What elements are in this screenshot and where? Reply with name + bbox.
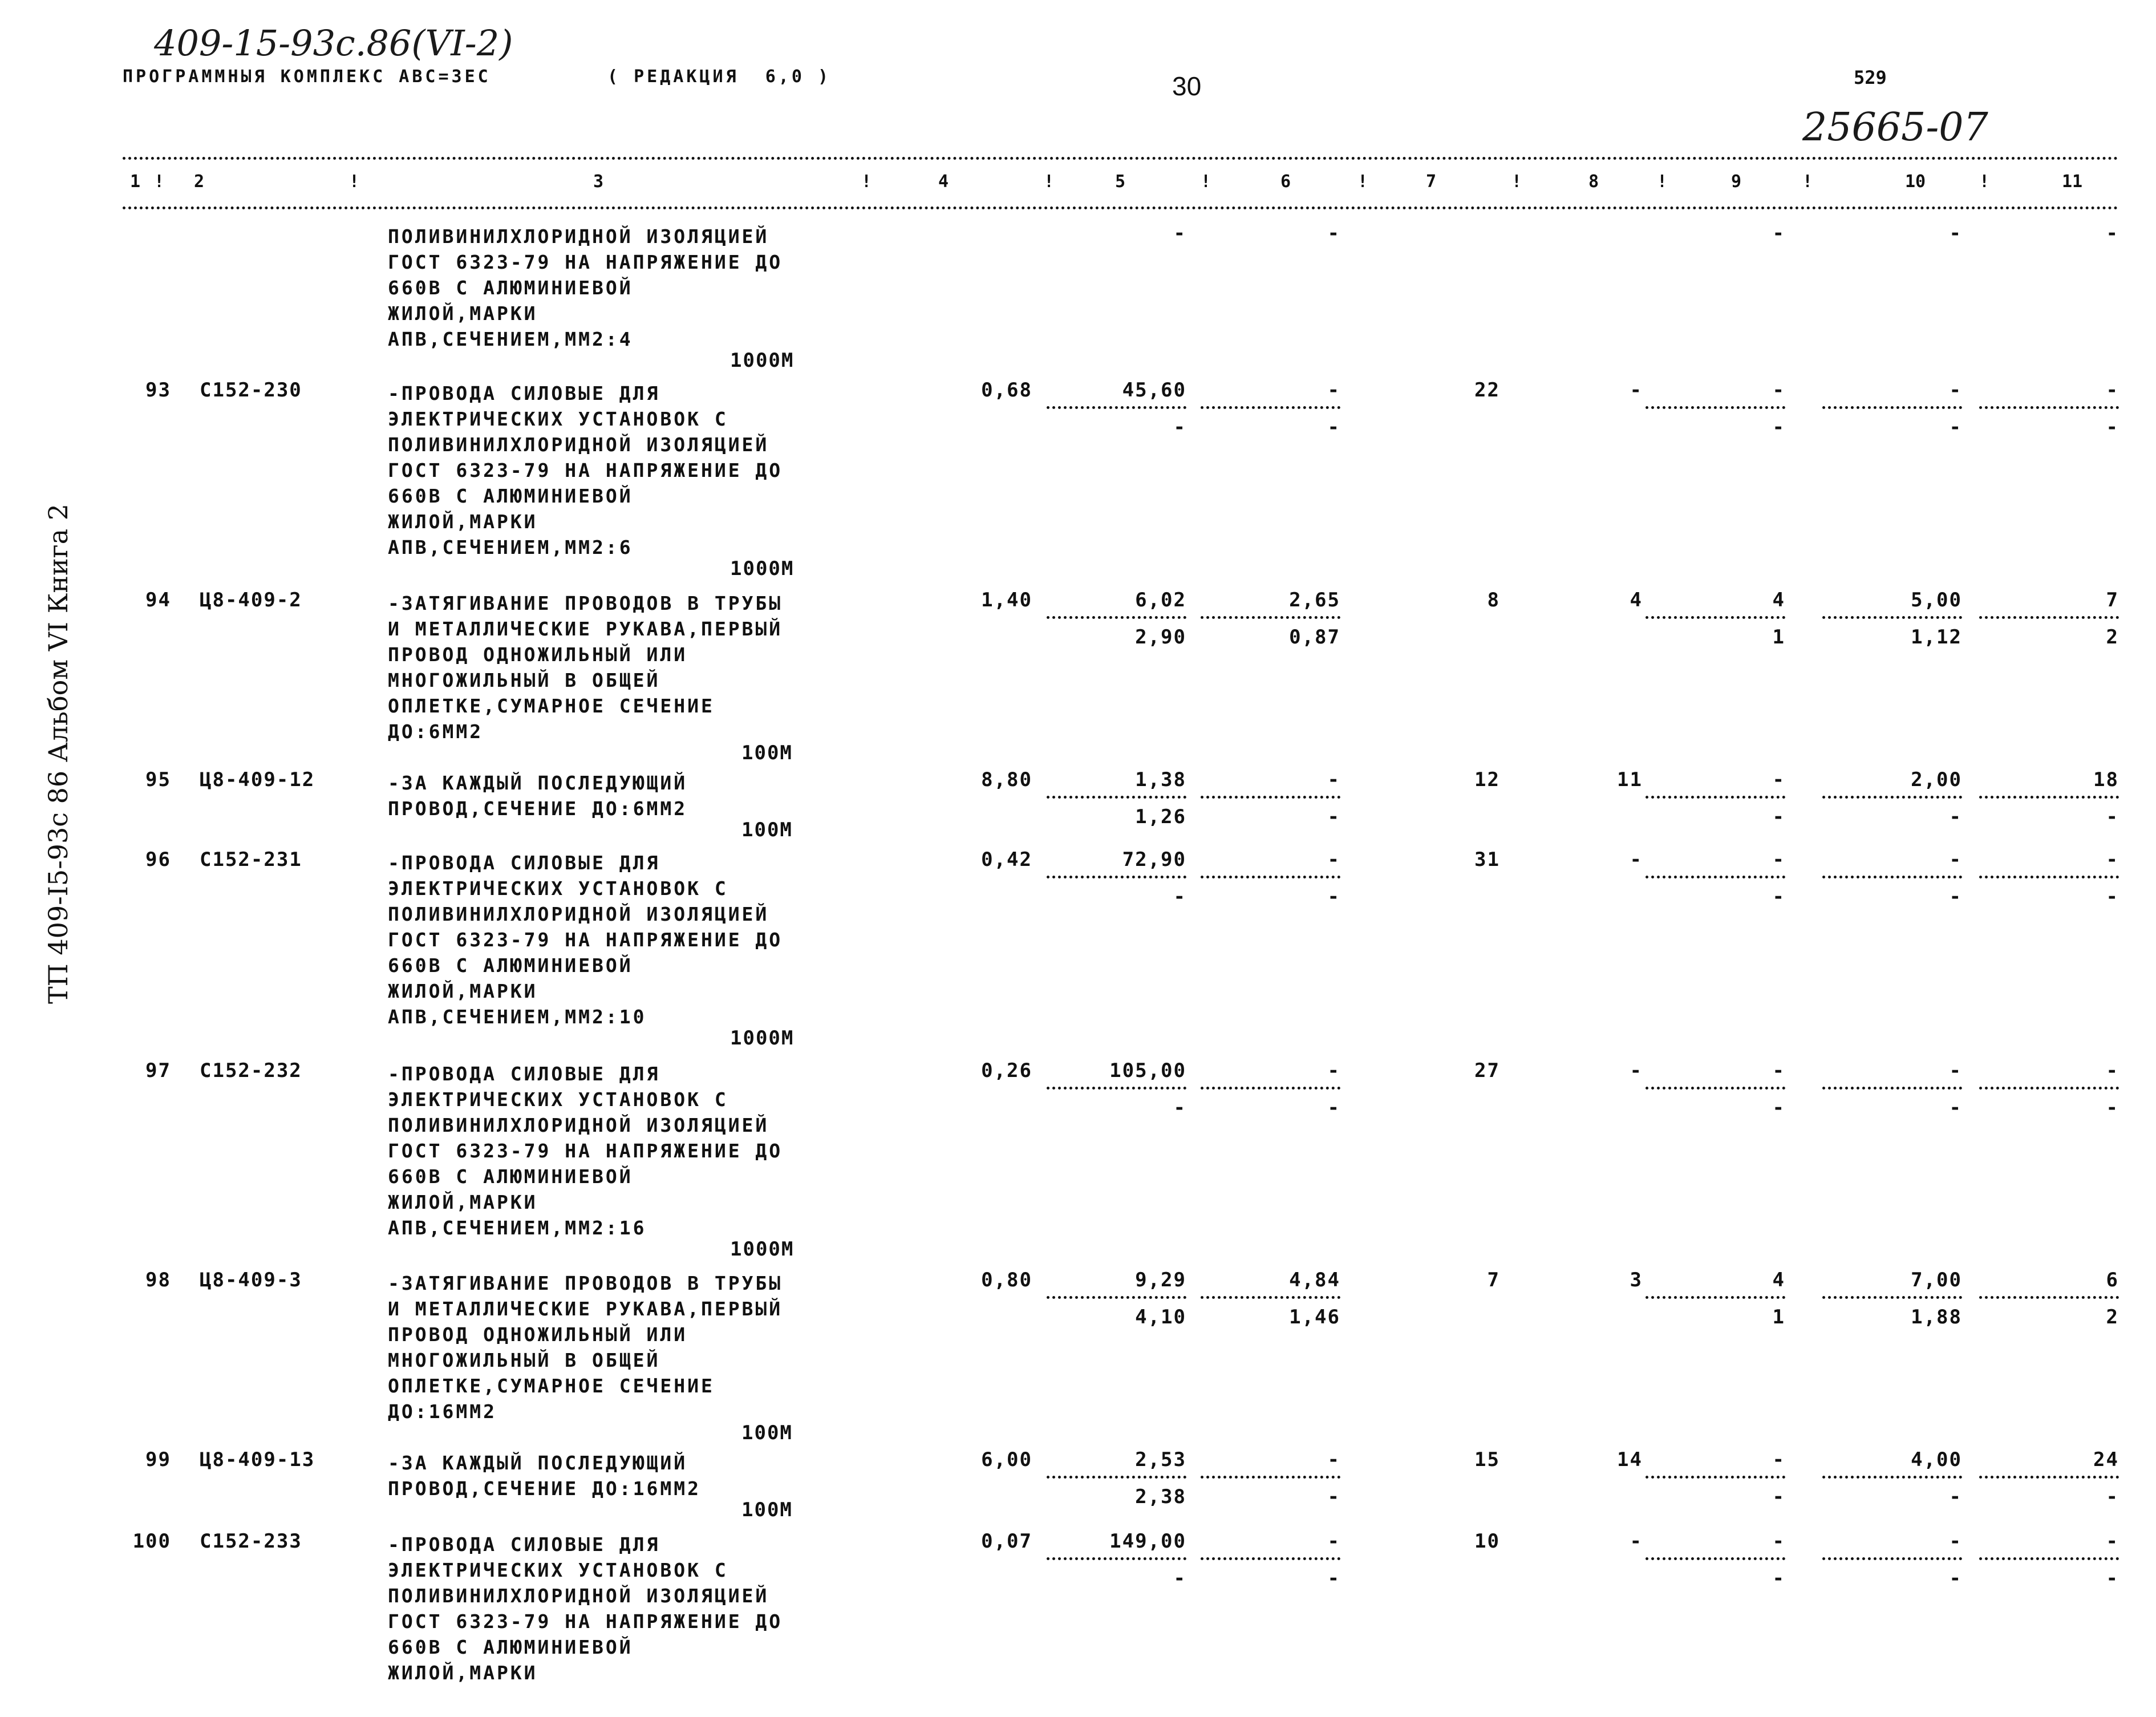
unit-label: 100М	[741, 1422, 793, 1444]
description-line: АПВ,СЕЧЕНИЕМ,ММ2:10	[388, 1006, 647, 1028]
column-header-4: 4	[938, 172, 949, 192]
value-c5-second: 2,90	[1135, 626, 1186, 649]
cell-divider	[1201, 1087, 1340, 1090]
right-number: 529	[1854, 67, 1887, 88]
value-c5-second: -	[1173, 1096, 1186, 1119]
cell-divider	[1979, 1557, 2119, 1560]
description-line: -ПРОВОДА СИЛОВЫЕ ДЛЯ	[388, 382, 660, 404]
cell-divider	[1047, 1476, 1186, 1479]
cell-divider	[1201, 796, 1340, 799]
description-line: ЖИЛОЙ,МАРКИ	[388, 1191, 538, 1213]
description-line: ДО:16ММ2	[388, 1400, 497, 1423]
cell-divider	[1822, 1476, 1962, 1479]
description-line: ГОСТ 6323-79 НА НАПРЯЖЕНИЕ ДО	[388, 1140, 783, 1162]
value-c10: -	[1949, 222, 1962, 245]
value-c5-second: 1,26	[1135, 805, 1186, 828]
value-c11: 18	[2093, 768, 2119, 791]
value-c5: 105,00	[1109, 1059, 1186, 1082]
value-c4: 1,40	[981, 589, 1032, 612]
header-bottom-rule	[123, 206, 2119, 209]
unit-label: 1000М	[730, 1238, 795, 1261]
row-description	[388, 1532, 783, 1686]
value-c9: 4	[1772, 589, 1785, 612]
cell-divider	[1047, 876, 1186, 878]
row-code: С152-231	[200, 848, 302, 871]
unit-label: 100М	[741, 819, 793, 841]
value-c10: 4,00	[1911, 1448, 1962, 1471]
value-c11: -	[2106, 1059, 2119, 1082]
value-c6: -	[1327, 1059, 1340, 1082]
cell-divider	[1646, 796, 1785, 799]
value-c11-second: -	[2106, 1567, 2119, 1590]
value-c11: -	[2106, 1530, 2119, 1553]
description-line: 660В С АЛЮМИНИЕВОЙ	[388, 485, 633, 507]
value-c9: -	[1772, 768, 1785, 791]
value-c10-second: -	[1949, 885, 1962, 908]
value-c6: 2,65	[1289, 589, 1340, 612]
value-c6: -	[1327, 1448, 1340, 1471]
value-c10: -	[1949, 379, 1962, 402]
description-line: АПВ,СЕЧЕНИЕМ,ММ2:4	[388, 328, 633, 350]
cell-divider	[1979, 616, 2119, 619]
value-c9: -	[1772, 379, 1785, 402]
description-line: ОПЛЕТКЕ,СУМАРНОЕ СЕЧЕНИЕ	[388, 1375, 715, 1397]
value-c10: -	[1949, 1059, 1962, 1082]
value-c5-second: 2,38	[1135, 1485, 1186, 1508]
value-c4: 6,00	[981, 1448, 1032, 1471]
value-c5: 45,60	[1122, 379, 1186, 402]
value-c9-second: -	[1772, 416, 1785, 439]
value-c6: -	[1327, 1530, 1340, 1553]
cell-divider	[1979, 1296, 2119, 1299]
value-c4: 0,80	[981, 1269, 1032, 1291]
value-c9: -	[1772, 1530, 1785, 1553]
row-number: 98	[145, 1269, 171, 1291]
column-header-6: 6	[1280, 172, 1291, 192]
value-c11: 24	[2093, 1448, 2119, 1471]
value-c5-second: -	[1173, 416, 1186, 439]
cell-divider	[1822, 1296, 1962, 1299]
description-line: 660В С АЛЮМИНИЕВОЙ	[388, 277, 633, 299]
description-line: ГОСТ 6323-79 НА НАПРЯЖЕНИЕ ДО	[388, 1610, 783, 1633]
value-c5: 2,53	[1135, 1448, 1186, 1471]
unit-label: 100М	[741, 742, 793, 764]
cell-divider	[1047, 406, 1186, 409]
value-c4: 0,68	[981, 379, 1032, 402]
value-c10-second: -	[1949, 1567, 1962, 1590]
row-description	[388, 770, 687, 821]
value-c10: 5,00	[1911, 589, 1962, 612]
value-c11-second: 2	[2106, 626, 2119, 649]
value-c5: 9,29	[1135, 1269, 1186, 1291]
value-c5: 72,90	[1122, 848, 1186, 871]
value-c5-second: -	[1173, 885, 1186, 908]
column-separator: !	[1511, 172, 1522, 192]
value-c9: -	[1772, 848, 1785, 871]
description-line: И МЕТАЛЛИЧЕСКИЕ РУКАВА,ПЕРВЫЙ	[388, 618, 783, 640]
value-c6: -	[1327, 768, 1340, 791]
description-line: ПРОВОД,СЕЧЕНИЕ ДО:16ММ2	[388, 1477, 701, 1500]
description-line: ЖИЛОЙ,МАРКИ	[388, 980, 538, 1002]
value-c11: -	[2106, 222, 2119, 245]
column-separator: !	[1979, 172, 1990, 192]
value-c11-second: -	[2106, 416, 2119, 439]
value-c11: -	[2106, 848, 2119, 871]
row-number: 99	[145, 1448, 171, 1471]
description-line: ПОЛИВИНИЛХЛОРИДНОЙ ИЗОЛЯЦИЕЙ	[388, 1585, 769, 1607]
value-c10-second: 1,88	[1911, 1306, 1962, 1329]
value-c9: -	[1772, 1448, 1785, 1471]
row-description	[388, 850, 783, 1030]
description-line: ГОСТ 6323-79 НА НАПРЯЖЕНИЕ ДО	[388, 251, 783, 273]
cell-divider	[1822, 796, 1962, 799]
value-c10-second: -	[1949, 805, 1962, 828]
description-line: -ПРОВОДА СИЛОВЫЕ ДЛЯ	[388, 852, 660, 874]
value-c10-second: -	[1949, 1485, 1962, 1508]
value-c6: -	[1327, 222, 1340, 245]
description-line: ПРОВОД ОДНОЖИЛЬНЫЙ ИЛИ	[388, 643, 688, 666]
cell-divider	[1646, 1296, 1785, 1299]
value-c6-second: -	[1327, 1567, 1340, 1590]
value-c7: 10	[1474, 1530, 1500, 1553]
description-line: -ПРОВОДА СИЛОВЫЕ ДЛЯ	[388, 1063, 660, 1085]
value-c5-second: 4,10	[1135, 1306, 1186, 1329]
value-c6-second: 0,87	[1289, 626, 1340, 649]
value-c10: -	[1949, 1530, 1962, 1553]
description-line: -ЗАТЯГИВАНИЕ ПРОВОДОВ В ТРУБЫ	[388, 592, 783, 614]
cell-divider	[1646, 616, 1785, 619]
value-c4: 8,80	[981, 768, 1032, 791]
value-c9: 4	[1772, 1269, 1785, 1291]
page-number: 30	[1172, 71, 1202, 101]
row-code: С152-233	[200, 1530, 302, 1553]
continuation-description	[388, 224, 783, 352]
value-c11-second: -	[2106, 1096, 2119, 1119]
value-c11: 6	[2106, 1269, 2119, 1291]
row-number: 96	[145, 848, 171, 871]
description-line: 660В С АЛЮМИНИЕВОЙ	[388, 1165, 633, 1188]
program-title: ПРОГРАММНЫЯ КОМПЛЕКС АВС=3ЕС	[123, 67, 491, 87]
header-top-rule	[123, 157, 2119, 160]
value-c6-second: -	[1327, 805, 1340, 828]
edition-label: ( РЕДАКЦИЯ 6,0 )	[607, 67, 832, 87]
value-c11-second: -	[2106, 1485, 2119, 1508]
value-c7: 12	[1474, 768, 1500, 791]
description-line: АПВ,СЕЧЕНИЕМ,ММ2:16	[388, 1217, 647, 1239]
value-c7: 15	[1474, 1448, 1500, 1471]
unit-label: 100М	[741, 1499, 793, 1521]
column-separator: !	[1357, 172, 1368, 192]
cell-divider	[1822, 1087, 1962, 1090]
row-number: 95	[145, 768, 171, 791]
column-separator: !	[349, 172, 360, 192]
value-c9-second: 1	[1772, 626, 1785, 649]
cell-divider	[1201, 1557, 1340, 1560]
description-line: -ЗАТЯГИВАНИЕ ПРОВОДОВ В ТРУБЫ	[388, 1272, 783, 1294]
cell-divider	[1047, 616, 1186, 619]
description-line: МНОГОЖИЛЬНЫЙ В ОБЩЕЙ	[388, 669, 660, 691]
column-header-9: 9	[1731, 172, 1742, 192]
cell-divider	[1646, 406, 1785, 409]
column-header-11: 11	[2062, 172, 2083, 192]
value-c5: 149,00	[1109, 1530, 1186, 1553]
value-c6: -	[1327, 848, 1340, 871]
cell-divider	[1201, 406, 1340, 409]
value-c8: -	[1630, 848, 1643, 871]
column-separator: !	[1201, 172, 1211, 192]
description-line: ЭЛЕКТРИЧЕСКИХ УСТАНОВОК С	[388, 408, 728, 430]
cell-divider	[1201, 1296, 1340, 1299]
column-header-2: 2	[194, 172, 205, 192]
value-c11: -	[2106, 379, 2119, 402]
cell-divider	[1979, 406, 2119, 409]
side-album-label: ТП 409-I5-93с 86 Альбом VI Книга 2	[43, 503, 74, 1004]
value-c6-second: -	[1327, 885, 1340, 908]
cell-divider	[1822, 1557, 1962, 1560]
value-c9-second: -	[1772, 1485, 1785, 1508]
value-c10: 7,00	[1911, 1269, 1962, 1291]
row-number: 93	[145, 379, 171, 402]
description-line: -ЗА КАЖДЫЙ ПОСЛЕДУЮЩИЙ	[388, 1452, 688, 1474]
row-description	[388, 1450, 701, 1501]
value-c5: 1,38	[1135, 768, 1186, 791]
column-separator: !	[154, 172, 165, 192]
cell-divider	[1201, 876, 1340, 878]
description-line: ДО:6ММ2	[388, 720, 484, 743]
value-c7: 22	[1474, 379, 1500, 402]
value-c4: 0,07	[981, 1530, 1032, 1553]
unit-label: 1000М	[730, 1027, 795, 1050]
value-c5: -	[1173, 222, 1186, 245]
cell-divider	[1646, 1557, 1785, 1560]
row-code: С152-230	[200, 379, 302, 402]
value-c6-second: 1,46	[1289, 1306, 1340, 1329]
cell-divider	[1201, 616, 1340, 619]
cell-divider	[1979, 1087, 2119, 1090]
value-c9-second: -	[1772, 805, 1785, 828]
description-line: -ПРОВОДА СИЛОВЫЕ ДЛЯ	[388, 1533, 660, 1556]
handwritten-doc-number: 25665-07	[1802, 105, 1988, 150]
cell-divider	[1646, 1087, 1785, 1090]
description-line: ЭЛЕКТРИЧЕСКИХ УСТАНОВОК С	[388, 877, 728, 900]
cell-divider	[1646, 876, 1785, 878]
description-line: ПОЛИВИНИЛХЛОРИДНОЙ ИЗОЛЯЦИЕЙ	[388, 225, 769, 248]
value-c8: 14	[1617, 1448, 1643, 1471]
column-separator: !	[1044, 172, 1055, 192]
description-line: ЖИЛОЙ,МАРКИ	[388, 1662, 538, 1684]
value-c6-second: -	[1327, 1485, 1340, 1508]
value-c11-second: -	[2106, 885, 2119, 908]
value-c8: -	[1630, 379, 1643, 402]
value-c10: -	[1949, 848, 1962, 871]
description-line: ЖИЛОЙ,МАРКИ	[388, 511, 538, 533]
value-c5: 6,02	[1135, 589, 1186, 612]
description-line: ПРОВОД,СЕЧЕНИЕ ДО:6ММ2	[388, 797, 688, 820]
cell-divider	[1047, 1087, 1186, 1090]
cell-divider	[1979, 796, 2119, 799]
value-c10: 2,00	[1911, 768, 1962, 791]
value-c8: 11	[1617, 768, 1643, 791]
value-c11: 7	[2106, 589, 2119, 612]
description-line: -ЗА КАЖДЫЙ ПОСЛЕДУЮЩИЙ	[388, 772, 688, 794]
description-line: ГОСТ 6323-79 НА НАПРЯЖЕНИЕ ДО	[388, 929, 783, 951]
row-description	[388, 1061, 783, 1241]
description-line: И МЕТАЛЛИЧЕСКИЕ РУКАВА,ПЕРВЫЙ	[388, 1298, 783, 1320]
row-code: Ц8-409-2	[200, 589, 302, 612]
cell-divider	[1979, 876, 2119, 878]
description-line: ЭЛЕКТРИЧЕСКИХ УСТАНОВОК С	[388, 1088, 728, 1111]
value-c11-second: 2	[2106, 1306, 2119, 1329]
value-c9-second: -	[1772, 1096, 1785, 1119]
row-description	[388, 590, 783, 744]
unit-label: 1000М	[730, 349, 795, 372]
column-header-10: 10	[1905, 172, 1926, 192]
row-code: С152-232	[200, 1059, 302, 1082]
cell-divider	[1047, 796, 1186, 799]
cell-divider	[1822, 616, 1962, 619]
value-c10-second: -	[1949, 1096, 1962, 1119]
column-header-3: 3	[593, 172, 604, 192]
value-c9-second: 1	[1772, 1306, 1785, 1329]
value-c6-second: -	[1327, 416, 1340, 439]
row-number: 100	[132, 1530, 171, 1553]
value-c7: 8	[1487, 589, 1500, 612]
value-c5-second: -	[1173, 1567, 1186, 1590]
description-line: ЖИЛОЙ,МАРКИ	[388, 302, 538, 325]
value-c9-second: -	[1772, 885, 1785, 908]
column-header-8: 8	[1588, 172, 1599, 192]
description-line: ОПЛЕТКЕ,СУМАРНОЕ СЕЧЕНИЕ	[388, 695, 715, 717]
value-c7: 27	[1474, 1059, 1500, 1082]
description-line: ПОЛИВИНИЛХЛОРИДНОЙ ИЗОЛЯЦИЕЙ	[388, 434, 769, 456]
column-separator: !	[861, 172, 872, 192]
cell-divider	[1822, 876, 1962, 878]
column-header-5: 5	[1115, 172, 1126, 192]
value-c8: 3	[1630, 1269, 1643, 1291]
description-line: ПОЛИВИНИЛХЛОРИДНОЙ ИЗОЛЯЦИЕЙ	[388, 1114, 769, 1136]
value-c9: -	[1772, 1059, 1785, 1082]
cell-divider	[1646, 1476, 1785, 1479]
row-code: Ц8-409-3	[200, 1269, 302, 1291]
cell-divider	[1201, 1476, 1340, 1479]
value-c4: 0,26	[981, 1059, 1032, 1082]
column-separator: !	[1802, 172, 1813, 192]
value-c8: -	[1630, 1530, 1643, 1553]
description-line: ПРОВОД ОДНОЖИЛЬНЫЙ ИЛИ	[388, 1323, 688, 1346]
column-separator: !	[1657, 172, 1668, 192]
cell-divider	[1047, 1557, 1186, 1560]
value-c9: -	[1772, 222, 1785, 245]
column-header-7: 7	[1426, 172, 1437, 192]
row-description	[388, 1270, 783, 1424]
handwritten-code: 409-15-93с.86(VI-2)	[154, 22, 513, 64]
value-c8: 4	[1630, 589, 1643, 612]
description-line: 660В С АЛЮМИНИЕВОЙ	[388, 954, 633, 977]
description-line: МНОГОЖИЛЬНЫЙ В ОБЩЕЙ	[388, 1349, 660, 1371]
row-code: Ц8-409-13	[200, 1448, 315, 1471]
value-c6: 4,84	[1289, 1269, 1340, 1291]
row-code: Ц8-409-12	[200, 768, 315, 791]
value-c11-second: -	[2106, 805, 2119, 828]
value-c4: 0,42	[981, 848, 1032, 871]
description-line: ЭЛЕКТРИЧЕСКИХ УСТАНОВОК С	[388, 1559, 728, 1581]
row-number: 94	[145, 589, 171, 612]
cell-divider	[1822, 406, 1962, 409]
cell-divider	[1979, 1476, 2119, 1479]
description-line: АПВ,СЕЧЕНИЕМ,ММ2:6	[388, 536, 633, 558]
description-line: ПОЛИВИНИЛХЛОРИДНОЙ ИЗОЛЯЦИЕЙ	[388, 903, 769, 925]
row-number: 97	[145, 1059, 171, 1082]
description-line: ГОСТ 6323-79 НА НАПРЯЖЕНИЕ ДО	[388, 459, 783, 481]
value-c9-second: -	[1772, 1567, 1785, 1590]
value-c10-second: 1,12	[1911, 626, 1962, 649]
description-line: 660В С АЛЮМИНИЕВОЙ	[388, 1636, 633, 1658]
value-c7: 7	[1487, 1269, 1500, 1291]
value-c8: -	[1630, 1059, 1643, 1082]
value-c10-second: -	[1949, 416, 1962, 439]
value-c6-second: -	[1327, 1096, 1340, 1119]
unit-label: 1000М	[730, 557, 795, 580]
cell-divider	[1047, 1296, 1186, 1299]
value-c6: -	[1327, 379, 1340, 402]
row-description	[388, 380, 783, 560]
value-c7: 31	[1474, 848, 1500, 871]
column-header-1: 1	[130, 172, 141, 192]
